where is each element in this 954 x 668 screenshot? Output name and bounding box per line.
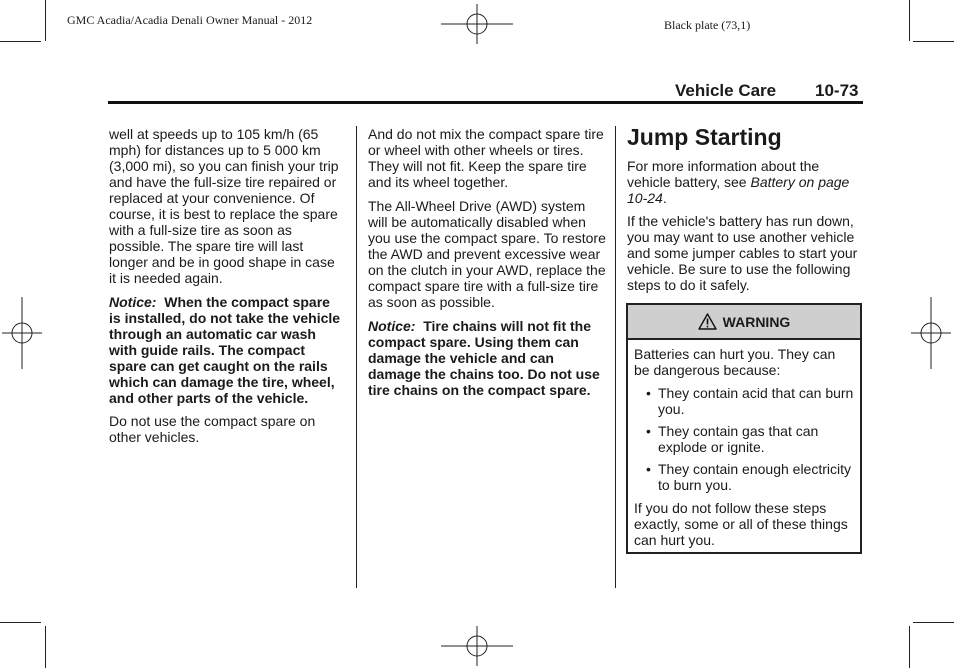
notice-label: Notice: (368, 318, 416, 334)
notice-text: When the compact spare is installed, do not take the vehicle through an automatic car wash with guide rails. The compact spare can get caught on the rails which can damage the tire, wheel, and other parts of the vehicle. (109, 294, 341, 406)
registration-mark-bottom (441, 626, 513, 666)
body-text: For more information about the vehicle battery, see (627, 158, 820, 190)
warning-outro: If you do not follow these steps exactly, some or all of these things can hurt you. (634, 500, 848, 548)
crop-mark (909, 626, 910, 668)
warning-list (634, 385, 854, 493)
column-3 (627, 158, 863, 301)
column-2 (368, 126, 606, 406)
header-rule (108, 101, 863, 104)
bullet-icon: • (646, 461, 651, 477)
registration-mark-right (911, 297, 951, 369)
crop-mark (913, 622, 954, 623)
crop-mark (45, 626, 46, 668)
column-1 (109, 126, 345, 453)
column-divider (615, 126, 616, 588)
notice-paragraph (368, 318, 606, 398)
registration-mark-top (441, 4, 513, 44)
warning-box (626, 303, 862, 554)
crop-mark (0, 41, 41, 42)
section-title: Vehicle Care (675, 81, 777, 100)
body-paragraph: The All-Wheel Drive (AWD) system will be automatically disabled when you use the compact spare. To restore the AWD and prevent excessive wear on the clutch in your AWD, replace the compact spare tire with a full-size tire as soon as possible. (368, 198, 606, 310)
notice-label: Notice: (109, 294, 157, 310)
body-paragraph: And do not mix the compact spare tire or wheel with other wheels or tires. They will not fit. Keep the spare tire and its wheel together. (368, 126, 604, 190)
cross-reference: Battery on page 10-24 (627, 174, 850, 206)
plate-label: Black plate (73,1) (664, 18, 751, 32)
manual-title: GMC Acadia/Acadia Denali Owner Manual - 2012 (67, 13, 313, 27)
list-item-text: They contain acid that can burn you. (658, 385, 854, 417)
bullet-icon: • (646, 423, 651, 439)
page-number: 10-73 (815, 81, 859, 100)
list-item-text: They contain gas that can explode or ignite. (658, 423, 819, 455)
section-heading: Jump Starting (627, 124, 782, 150)
crop-mark (909, 0, 910, 41)
crop-mark (0, 622, 41, 623)
warning-intro: Batteries can hurt you. They can be dangerous because: (634, 346, 836, 378)
body-paragraph (627, 158, 863, 206)
body-paragraph: If the vehicle's battery has run down, you may want to use another vehicle and some jumper cables to start your vehicle. Be sure to use the following steps to do it safely. (627, 213, 858, 293)
body-paragraph: Do not use the compact spare on other vehicles. (109, 413, 316, 445)
bullet-icon: • (646, 385, 651, 401)
list-item (634, 385, 854, 417)
warning-title: WARNING (722, 313, 791, 330)
notice-paragraph (109, 294, 345, 406)
crop-mark (45, 0, 46, 41)
column-divider (356, 126, 357, 588)
list-item (634, 461, 854, 493)
warning-triangle-icon (698, 313, 717, 330)
registration-mark-left (2, 297, 42, 369)
list-item (634, 423, 854, 455)
notice-text: Tire chains will not fit the compact spare. Using them can damage the vehicle and can damage the chains too. Do not use tire chains on the compact spare. (368, 318, 600, 398)
crop-mark (913, 41, 954, 42)
list-item-text: They contain enough electricity to burn you. (658, 461, 851, 493)
warning-body (628, 340, 860, 548)
body-paragraph: well at speeds up to 105 km/h (65 mph) for distances up to 5 000 km (3,000 mi), so you can finish your trip and have the full-size tire repaired or replaced at your convenience. Of course, it is best to replace the spare with a full-size tire as soon as possible. The spare tire will last longer and be in good shape in case it is needed again. (109, 126, 339, 286)
warning-header (628, 305, 860, 340)
body-text: . (662, 190, 667, 206)
